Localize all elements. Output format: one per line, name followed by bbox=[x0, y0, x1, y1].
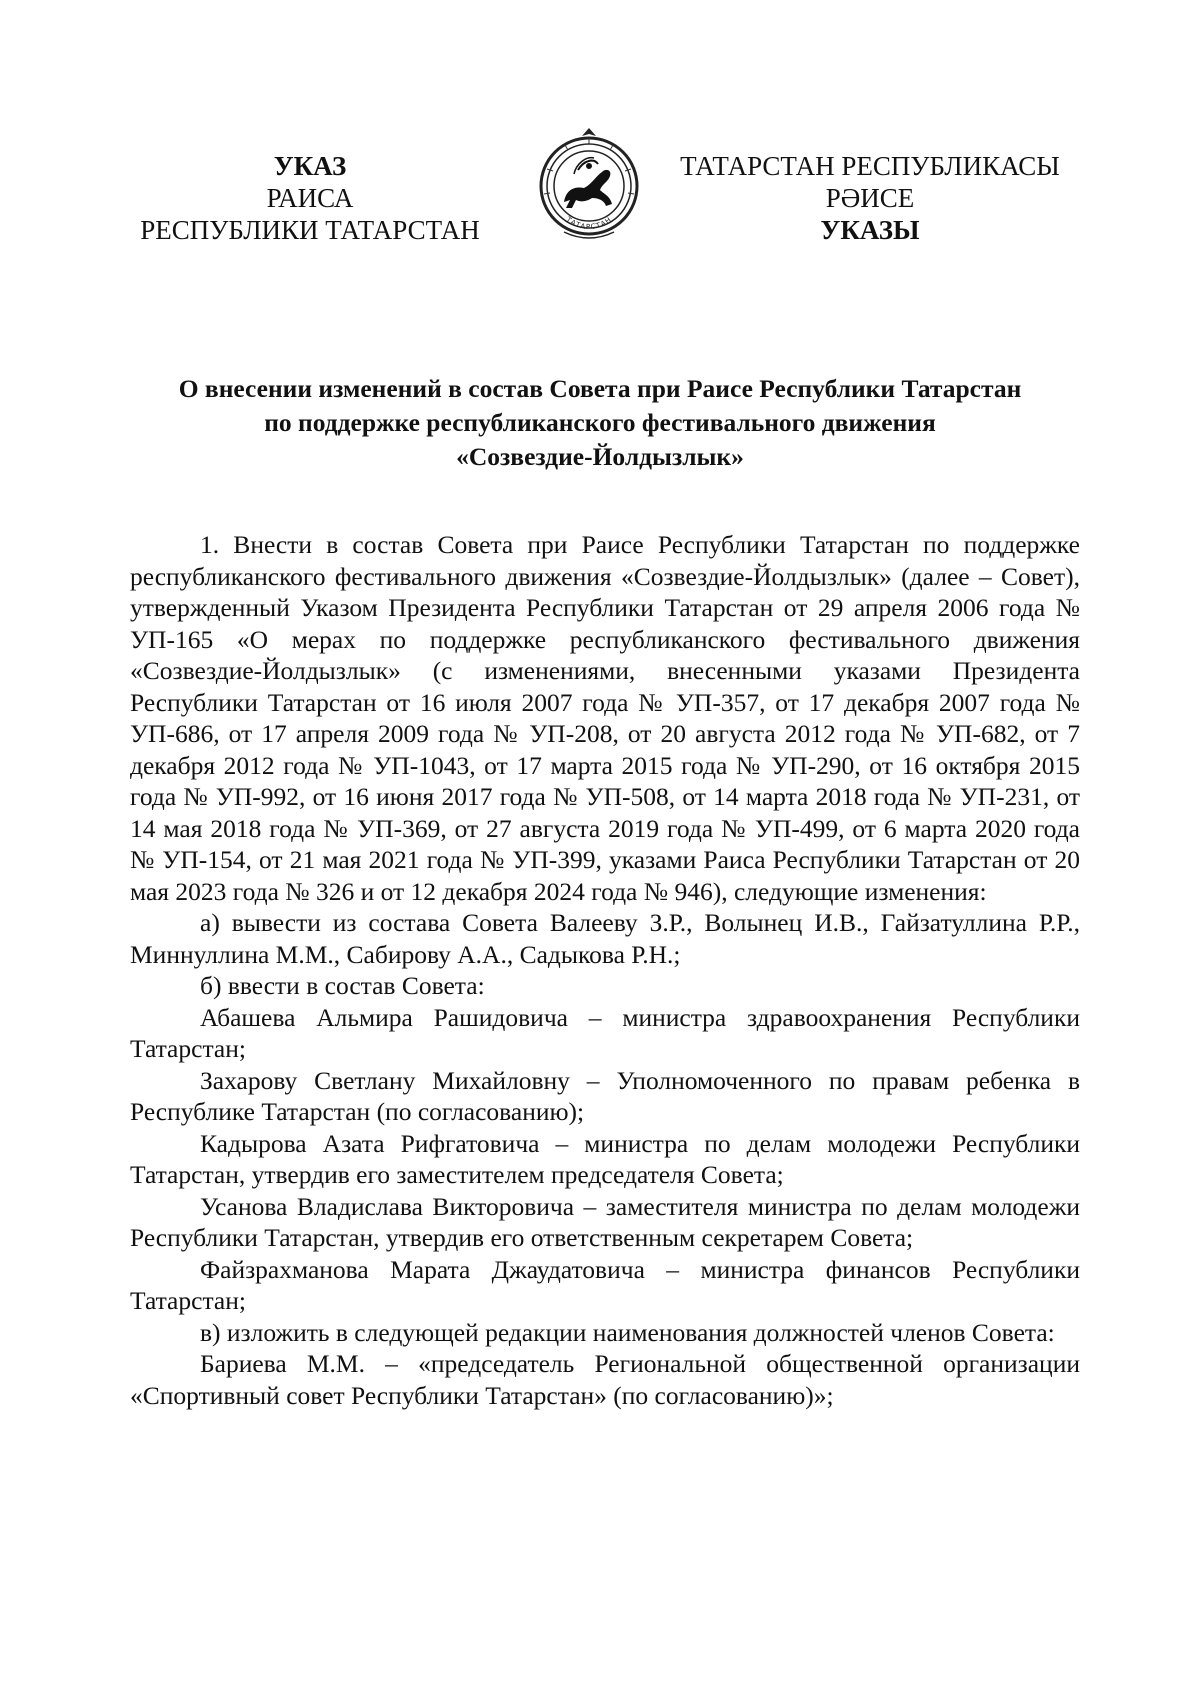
header-left-line1: УКАЗ bbox=[273, 151, 347, 181]
title-line2: по поддержке республиканского фестивального движения bbox=[264, 408, 936, 437]
header-left-line2: РАИСА bbox=[266, 183, 354, 213]
paragraph-kadyrov: Кадырова Азата Рифгатовича – министра по делам молодежи Республики Татарстан, утвердив его заместителем председателя Совета; bbox=[130, 1128, 1080, 1189]
paragraph-item-b: б) ввести в состав Совета: bbox=[200, 971, 485, 1000]
header-right-line1: ТАТАРСТАН РЕСПУБЛИКАСЫ bbox=[680, 151, 1060, 181]
paragraph-item-v: в) изложить в следующей редакции наименования должностей членов Совета: bbox=[200, 1317, 1055, 1347]
decree-header-russian bbox=[120, 150, 500, 246]
paragraph-usanov: Усанова Владислава Викторовича – заместителя министра по делам молодежи Республики Татарстан, утвердив его ответственным секретарем Совета; bbox=[130, 1191, 1080, 1252]
title-line1: О внесении изменений в состав Совета при Раисе Республики Татарстан bbox=[178, 374, 1022, 403]
header-left-line3: РЕСПУБЛИКИ ТАТАРСТАН bbox=[140, 215, 480, 245]
tatarstan-coat-of-arms-icon bbox=[534, 124, 644, 254]
paragraph-abasheva: Абашева Альмира Рашидовича – министра здравоохранения Республики Татарстан; bbox=[130, 1002, 1080, 1063]
paragraph-zakharova: Захарову Светлану Михайловну – Уполномоченного по правам ребенка в Республике Татарстан (по согласованию); bbox=[130, 1065, 1080, 1126]
decree-header-tatar bbox=[660, 150, 1080, 246]
paragraph-1: 1. Внести в состав Совета при Раисе Республики Татарстан по поддержке республиканского фестивального движения «Созвездие-Йолдызлык» (далее – Совет), утвержденный Указом Президента Республики Татарстан от 29 апреля 2006 года № УП-165 «О мерах по поддержке республиканского фестивального движения «Созвездие-Йолдызлык» (с изменениями, внесенными указами Президента Республики Татарстан от 16 июля 2007 года № УП-357, от 17 декабря 2007 года № УП-686, от 17 апреля 2009 года № УП-208, от 20 августа 2012 года № УП-682, от 7 декабря 2012 года № УП-1043, от 17 марта 2015 года № УП-290, от 16 октября 2015 года № УП-992, от 16 июня 2017 года № УП-508, от 14 марта 2018 года № УП-231, от 14 мая 2018 года № УП-369, от 27 августа 2019 года № УП-499, от 6 марта 2020 года № УП-154, от 21 мая 2021 года № УП-399, указами Раиса Республики Татарстан от 20 мая 2023 года № 326 и от 12 декабря 2024 года № 946), следующие изменения: bbox=[130, 530, 1080, 906]
decree-body bbox=[130, 529, 1080, 1411]
paragraph-bariev: Бариева М.М. – «председатель Региональной общественной организации «Спортивный совет Республики Татарстан» (по согласованию)»; bbox=[130, 1349, 1080, 1410]
paragraph-fayzrakhmanov: Файзрахманова Марата Джаудатовича – министра финансов Республики Татарстан; bbox=[130, 1254, 1080, 1315]
paragraph-item-a: а) вывести из состава Совета Валееву З.Р., Волынец И.В., Гайзатуллина Р.Р., Миннуллина М.М., Сабирову А.А., Садыкова Р.Н.; bbox=[130, 908, 1080, 969]
header-right-line2: РӘИСЕ bbox=[825, 183, 915, 213]
decree-title bbox=[110, 372, 1090, 474]
header-right-line3: УКАЗЫ bbox=[820, 215, 920, 245]
emblem-ring-text: ТАТАРСТАН bbox=[564, 215, 614, 232]
title-line3: «Созвездие-Йолдызлык» bbox=[456, 442, 744, 471]
